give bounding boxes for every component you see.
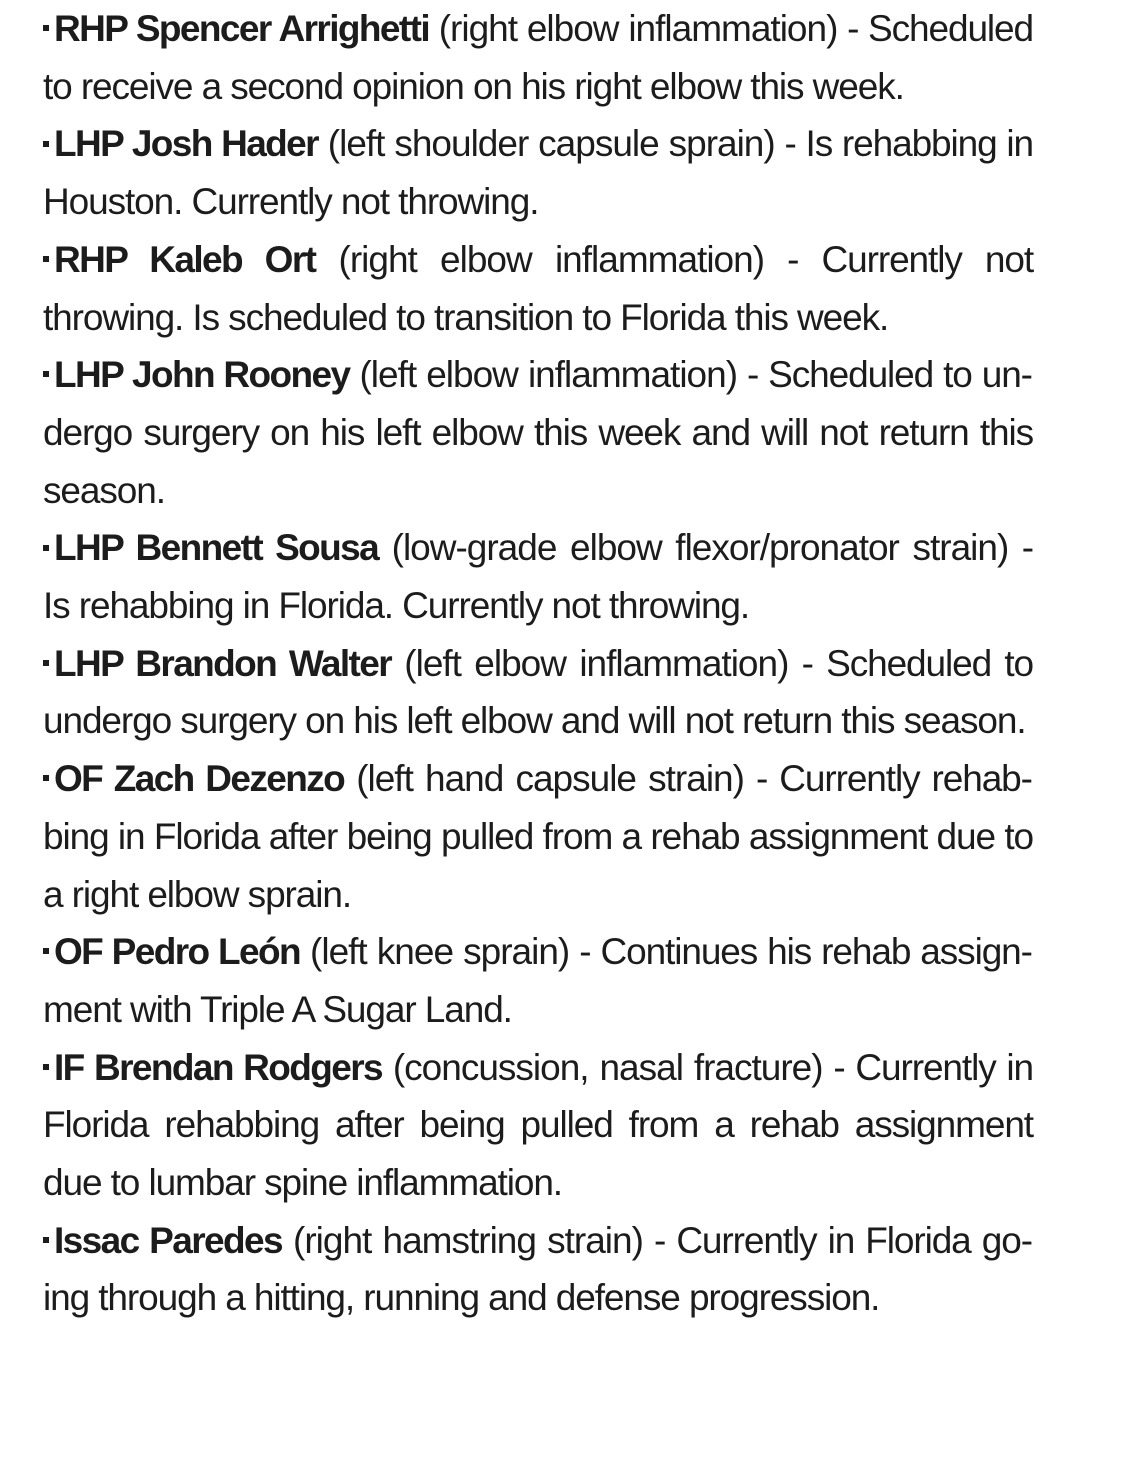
player-name: LHP Bennett Sousa <box>54 527 379 569</box>
injury-report <box>43 0 1033 1327</box>
injury-entry-paredes: Issac Paredes (right hamstring strain) - Currently in Florida going through a hitting, running and defense progression. <box>43 1219 1034 1319</box>
injury-entry-rodgers: IF Brendan Rodgers (concussion, nasal fracture) - Currently in Florida rehabbing after being pulled from a rehab assignment due to lumbar spine inflammation. <box>43 1046 1033 1204</box>
bullet-icon <box>43 948 49 954</box>
player-name: OF Pedro León <box>54 931 301 973</box>
injury-entry-ort: RHP Kaleb Ort (right elbow inflammation) - Currently not throwing. Is scheduled to transition to Florida this week. <box>43 238 1033 338</box>
player-name: Issac Paredes <box>54 1219 282 1261</box>
status-text: Is rehabbing in Houston. Currently not throwing. <box>43 123 1034 223</box>
player-name: LHP Josh Hader <box>54 123 318 165</box>
injury-entry-hader: LHP Josh Hader (left shoulder capsule sprain) - Is rehabbing in Houston. Currently not throwing. <box>43 123 1034 223</box>
injury-entry-leon: OF Pedro León (left knee sprain) - Continues his rehab assignment with Triple A Sugar Land. <box>43 931 1033 1030</box>
bullet-icon <box>43 545 49 551</box>
bullet-icon <box>43 141 49 147</box>
status-text: Is rehabbing in Florida. Currently not throwing. <box>43 585 750 627</box>
player-name: IF Brendan Rodgers <box>54 1046 383 1088</box>
status-text: Currently not throwing. Is scheduled to transition to Florida this week. <box>43 238 1033 338</box>
injury-description: (left knee sprain) <box>310 931 570 973</box>
bullet-icon <box>43 1237 49 1243</box>
injury-entry-rooney: LHP John Rooney (left elbow inflammation) - Scheduled to undergo surgery on his left elbow this week and will not return this season. <box>43 354 1033 511</box>
injury-description: (left hand capsule strain) <box>356 758 744 800</box>
status-text: Currently in Florida rehabbing after being pulled from a rehab assignment due to lumbar spine inflammation. <box>43 1046 1033 1204</box>
injury-description: (low-grade elbow flexor/pronator strain) <box>391 527 1009 569</box>
bullet-icon <box>43 25 49 31</box>
status-text: Continues his rehab assignment with Triple A Sugar Land. <box>43 931 1033 1030</box>
injury-description: (right elbow inflammation) <box>338 238 765 280</box>
status-text: Currently in Florida going through a hitting, running and defense progression. <box>43 1219 1034 1319</box>
status-text: Scheduled to receive a second opinion on his right elbow this week. <box>43 8 1034 107</box>
injury-entry-sousa: LHP Bennett Sousa (low-grade elbow flexor/pronator strain) - Is rehabbing in Florida. Currently not throwing. <box>43 527 1034 627</box>
injury-entry-walter: LHP Brandon Walter (left elbow inflammation) - Scheduled to undergo surgery on his left elbow and will not return this season. <box>43 642 1033 742</box>
injury-description: (right elbow inflammation) <box>438 8 838 49</box>
injury-description: (left elbow inflammation) <box>359 354 738 396</box>
player-name: RHP Kaleb Ort <box>54 238 316 280</box>
status-text: Scheduled to undergo surgery on his left elbow and will not return this season. <box>43 642 1033 742</box>
injury-description: (right hamstring strain) <box>293 1219 643 1261</box>
injury-description: (left elbow inflammation) <box>404 642 789 684</box>
status-text: Scheduled to undergo surgery on his left elbow this week and will not return this season. <box>43 354 1033 511</box>
bullet-icon <box>43 256 49 262</box>
bullet-icon <box>43 660 49 666</box>
bullet-icon <box>43 775 49 781</box>
injury-description: (left shoulder capsule sprain) <box>327 123 775 165</box>
player-name: LHP John Rooney <box>54 354 350 396</box>
bullet-icon <box>43 1064 49 1070</box>
injury-entry-arrighetti: RHP Spencer Arrighetti (right elbow inflammation) - Scheduled to receive a second opinion on his right elbow this week. <box>43 8 1034 107</box>
player-name: OF Zach Dezenzo <box>54 758 345 800</box>
status-text: Currently rehabbing in Florida after being pulled from a rehab assignment due to a right elbow sprain. <box>43 758 1033 915</box>
injury-entry-dezenzo: OF Zach Dezenzo (left hand capsule strain) - Currently rehabbing in Florida after being pulled from a rehab assignment due to a right elbow sprain. <box>43 758 1033 915</box>
injury-description: (concussion, nasal fracture) <box>392 1046 823 1088</box>
player-name: RHP Spencer Arrighetti <box>54 8 430 49</box>
player-name: LHP Brandon Walter <box>54 642 392 684</box>
bullet-icon <box>43 371 49 377</box>
